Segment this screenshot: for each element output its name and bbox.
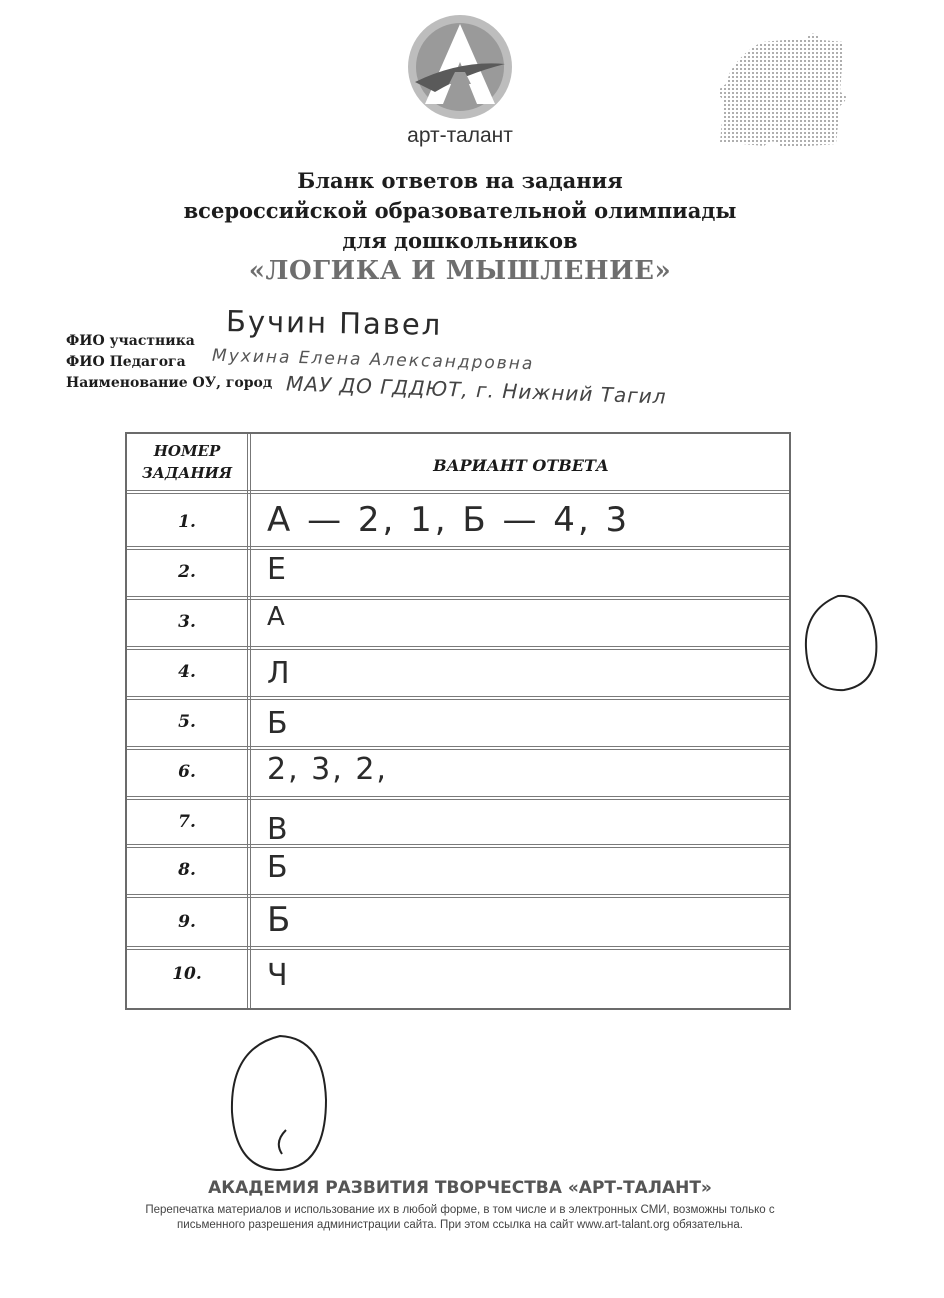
hand-drawn-oval-right <box>798 588 884 698</box>
heading-line-1: Бланк ответов на задания <box>297 168 623 193</box>
row-divider <box>127 646 789 650</box>
heading-line-3: для дошкольников <box>342 228 578 253</box>
task-number: 7. <box>178 812 196 832</box>
answer-table <box>125 432 791 1010</box>
footer-copyright-line-2: письменного разрешения администрации сайта. При этом ссылка на сайт www.art-talant.org обязательна. <box>177 1219 743 1231</box>
organization-label: Наименование ОУ, город <box>66 375 273 391</box>
olympiad-title: «ЛОГИКА И МЫШЛЕНИЕ» <box>248 256 672 286</box>
header-task-number: НОМЕР ЗАДАНИЯ <box>141 442 233 482</box>
participant-name-value: Бучин Павел <box>225 304 443 342</box>
header-answer-variant: ВАРИАНТ ОТВЕТА <box>433 456 609 475</box>
answer-value: Ч <box>267 958 288 993</box>
row-divider <box>127 946 789 950</box>
answer-value: Б <box>267 900 291 940</box>
answer-value: 2, 3, 2, <box>267 752 388 787</box>
row-divider <box>127 796 789 800</box>
row-divider <box>127 696 789 700</box>
task-number: 1. <box>178 512 196 532</box>
task-number: 4. <box>178 662 196 682</box>
organization-value: МАУ ДО ГДДЮТ, г. Нижний Тагил <box>285 371 667 409</box>
heading-line-2: всероссийской образовательной олимпиады <box>183 198 737 223</box>
footer-copyright-line-1: Перепечатка материалов и использование их в любой форме, в том числе и в электронных СМИ, возможны только с <box>145 1204 775 1216</box>
answer-value: Б <box>267 850 288 885</box>
answer-value: В <box>267 812 288 847</box>
task-number: 9. <box>178 912 196 932</box>
puzzle-watermark <box>712 32 852 150</box>
row-divider <box>127 596 789 600</box>
task-number: 10. <box>172 964 202 984</box>
task-number: 3. <box>178 612 196 632</box>
row-divider <box>127 894 789 898</box>
answer-value: Е <box>267 552 286 587</box>
answer-value: Б <box>267 706 288 741</box>
footer-academy-title: АКАДЕМИЯ РАЗВИТИЯ ТВОРЧЕСТВА «АРТ-ТАЛАНТ» <box>208 1178 712 1198</box>
hand-drawn-oval-bottom <box>224 1030 334 1180</box>
task-number: 8. <box>178 860 196 880</box>
teacher-name-value: Мухина Елена Александровна <box>211 345 535 375</box>
row-divider <box>127 844 789 848</box>
answer-value: А — 2, 1, Б — 4, 3 <box>267 500 631 540</box>
answer-value: А <box>267 602 285 632</box>
answer-value: Л <box>267 656 290 691</box>
art-talant-logo <box>405 12 515 122</box>
row-divider <box>127 546 789 550</box>
teacher-name-label: ФИО Педагога <box>66 354 186 370</box>
task-number: 6. <box>178 762 196 782</box>
column-divider <box>247 434 251 1008</box>
row-divider <box>127 746 789 750</box>
task-number: 5. <box>178 712 196 732</box>
task-number: 2. <box>178 562 196 582</box>
participant-name-label: ФИО участника <box>66 333 195 349</box>
row-divider <box>127 490 789 494</box>
brand-name: арт-талант <box>407 124 513 147</box>
